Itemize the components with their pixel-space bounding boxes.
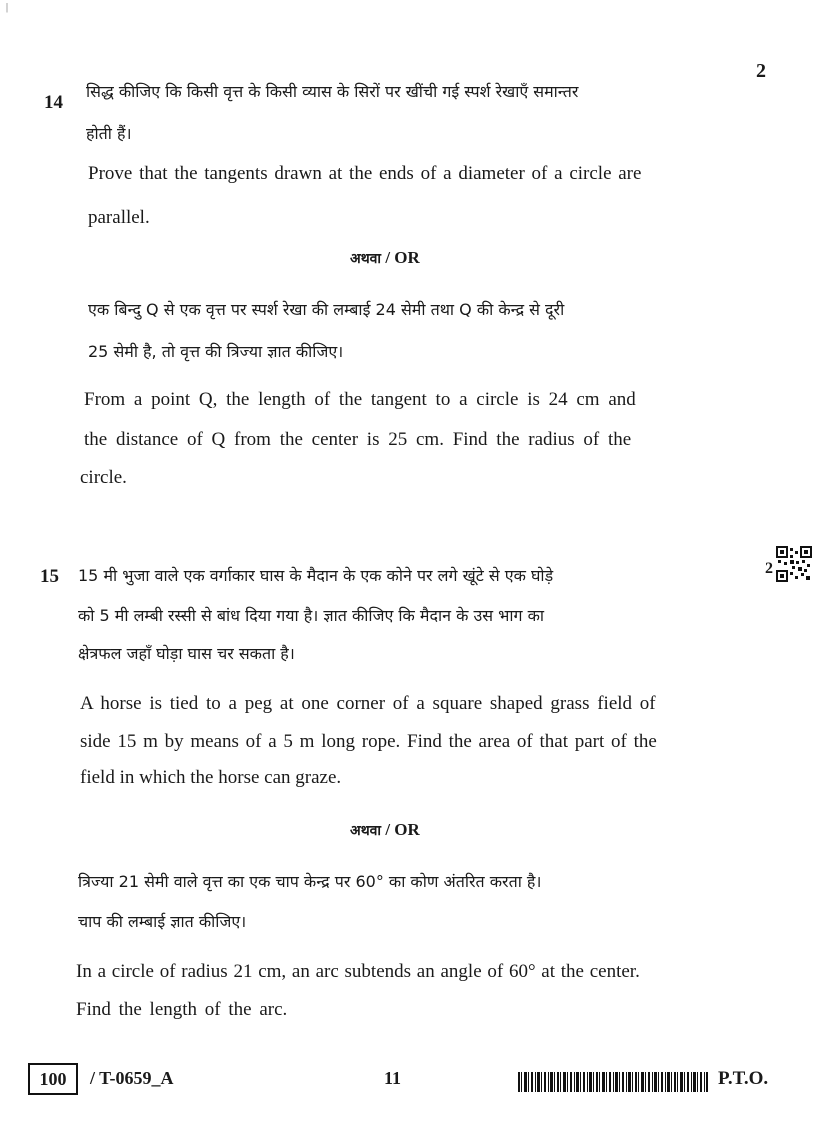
question-number-15: 15 bbox=[40, 566, 59, 587]
page-number: 2 bbox=[756, 60, 766, 82]
q14-hindi-line-1: सिद्ध कीजिए कि किसी वृत्त के किसी व्यास के सिरों पर खींची गई स्पर्श रेखाएँ समान्तर bbox=[86, 82, 579, 101]
q15-hindi-line-1: 15 मी भुजा वाले एक वर्गाकार घास के मैदान के एक कोने पर लगे खूंटे से एक घोड़े bbox=[78, 566, 554, 585]
qr-code-icon bbox=[776, 546, 812, 582]
q14-alt-hindi-line-2: 25 सेमी है, तो वृत्त की त्रिज्या ज्ञात कीजिए। bbox=[88, 342, 344, 361]
q15-alt-english-line-1: In a circle of radius 21 cm, an arc subtends an angle of 60° at the center. bbox=[76, 961, 640, 982]
q15-english-line-1: A horse is tied to a peg at one corner of a square shaped grass field of bbox=[80, 693, 656, 714]
q14-alt-english-line-1: From a point Q, the length of the tangent to a circle is 24 cm and bbox=[84, 389, 636, 410]
q15-alt-english-line-2: Find the length of the arc. bbox=[76, 999, 288, 1020]
q14-alt-english-line-2: the distance of Q from the center is 25 cm. Find the radius of the bbox=[84, 429, 632, 450]
q14-english-line-2: parallel. bbox=[88, 207, 150, 228]
corner-mark: | bbox=[6, 2, 9, 13]
question-number-14: 14 bbox=[44, 92, 63, 113]
qr-label: 2 bbox=[765, 560, 773, 577]
barcode-icon bbox=[518, 1072, 708, 1092]
q14-alt-hindi-line-1: एक बिन्दु Q से एक वृत्त पर स्पर्श रेखा की लम्बाई 24 सेमी तथा Q की केन्द्र से दूरी bbox=[88, 300, 565, 319]
q15-english-line-3: field in which the horse can graze. bbox=[80, 767, 342, 788]
footer-page-number: 11 bbox=[384, 1068, 402, 1088]
q15-alt-hindi-line-1: त्रिज्या 21 सेमी वाले वृत्त का एक चाप केन्द्र पर 60° का कोण अंतरित करता है। bbox=[78, 872, 542, 891]
q14-or-label: अथवा / OR bbox=[350, 248, 420, 267]
q15-english-line-2: side 15 m by means of a 5 m long rope. Find the area of that part of the bbox=[80, 731, 657, 752]
q15-hindi-line-2: को 5 मी लम्बी रस्सी से बांध दिया गया है। ज्ञात कीजिए कि मैदान के उस भाग का bbox=[78, 606, 545, 625]
q15-alt-hindi-line-2: चाप की लम्बाई ज्ञात कीजिए। bbox=[78, 912, 247, 931]
pto-label: P.T.O. bbox=[718, 1068, 769, 1089]
q14-english-line-1: Prove that the tangents drawn at the ends of a diameter of a circle are bbox=[88, 163, 642, 184]
q15-hindi-line-3: क्षेत्रफल जहाँ घोड़ा घास चर सकता है। bbox=[78, 644, 295, 663]
paper-code: / T-0659_A bbox=[90, 1068, 174, 1088]
q15-or-label: अथवा / OR bbox=[350, 820, 420, 839]
marks-code-box: 100 bbox=[28, 1063, 78, 1095]
q14-hindi-line-2: होती हैं। bbox=[86, 124, 132, 143]
q14-alt-english-line-3: circle. bbox=[80, 467, 127, 488]
